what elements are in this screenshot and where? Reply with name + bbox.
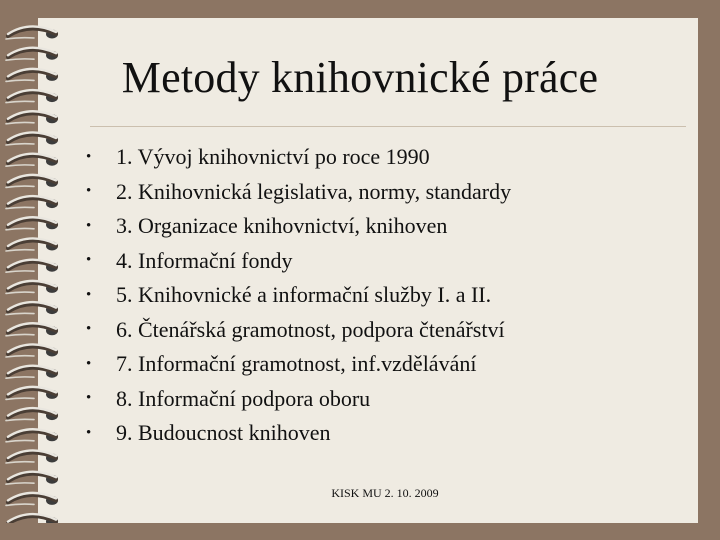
bullet-marker: •: [86, 424, 92, 441]
list-item-text: 7. Informační gramotnost, inf.vzdělávání: [116, 351, 477, 376]
list-item-text: 6. Čtenářská gramotnost, podpora čtenářství: [116, 316, 505, 342]
list-item-text: 3. Organizace knihovnictví, knihoven: [116, 213, 448, 238]
list-item: [86, 175, 511, 210]
list-item: [86, 416, 511, 451]
binding-ring: [6, 217, 58, 230]
bullet-marker: •: [86, 321, 92, 338]
binding-ring: [6, 344, 58, 357]
bullet-marker: •: [86, 390, 92, 407]
binding-ring: [6, 132, 58, 145]
bullet-marker: •: [86, 183, 92, 200]
binding-ring: [6, 196, 58, 209]
list-item-text: 8. Informační podpora oboru: [116, 385, 371, 411]
list-item: [86, 278, 511, 313]
list-item-text: 9. Budoucnost knihoven: [116, 420, 331, 445]
bullet-list: [86, 140, 511, 451]
list-item: [86, 140, 511, 175]
binding-ring: [6, 387, 58, 400]
list-item-text: 1. Vývoj knihovnictví po roce 1990: [116, 144, 430, 169]
binding-ring: [6, 26, 58, 39]
slide-footer: KISK MU 2. 10. 2009: [331, 486, 439, 500]
binding-ring: [6, 429, 58, 442]
binding-ring: [6, 472, 58, 485]
list-item-text: 5. Knihovnické a informační služby I. a II.: [116, 282, 492, 307]
binding-ring: [6, 408, 58, 421]
binding-ring: [6, 366, 58, 379]
binding-ring: [6, 260, 58, 273]
binding-ring: [6, 154, 58, 167]
bullet-marker: •: [86, 217, 92, 234]
bullet-marker: •: [86, 355, 92, 372]
binding-ring: [6, 450, 58, 463]
title-divider: [90, 126, 686, 127]
binding-ring: [6, 302, 58, 315]
list-item-text: 4. Informační fondy: [116, 247, 293, 273]
binding-ring: [6, 175, 58, 188]
list-item: [86, 382, 511, 417]
list-item: [86, 244, 511, 279]
slide-title: Metody knihovnické práce: [121, 53, 599, 102]
bullet-marker: •: [86, 286, 92, 303]
list-item: [86, 209, 511, 244]
bullet-marker: •: [86, 148, 92, 165]
list-item: [86, 347, 511, 382]
binding-ring: [6, 281, 58, 294]
binding-ring: [6, 323, 58, 336]
binding-ring: [6, 238, 58, 251]
binding-ring: [6, 514, 58, 523]
list-item: [86, 313, 511, 348]
binding-ring: [6, 111, 58, 124]
bullet-marker: •: [86, 252, 92, 269]
list-item-text: 2. Knihovnická legislativa, normy, standardy: [116, 178, 512, 204]
